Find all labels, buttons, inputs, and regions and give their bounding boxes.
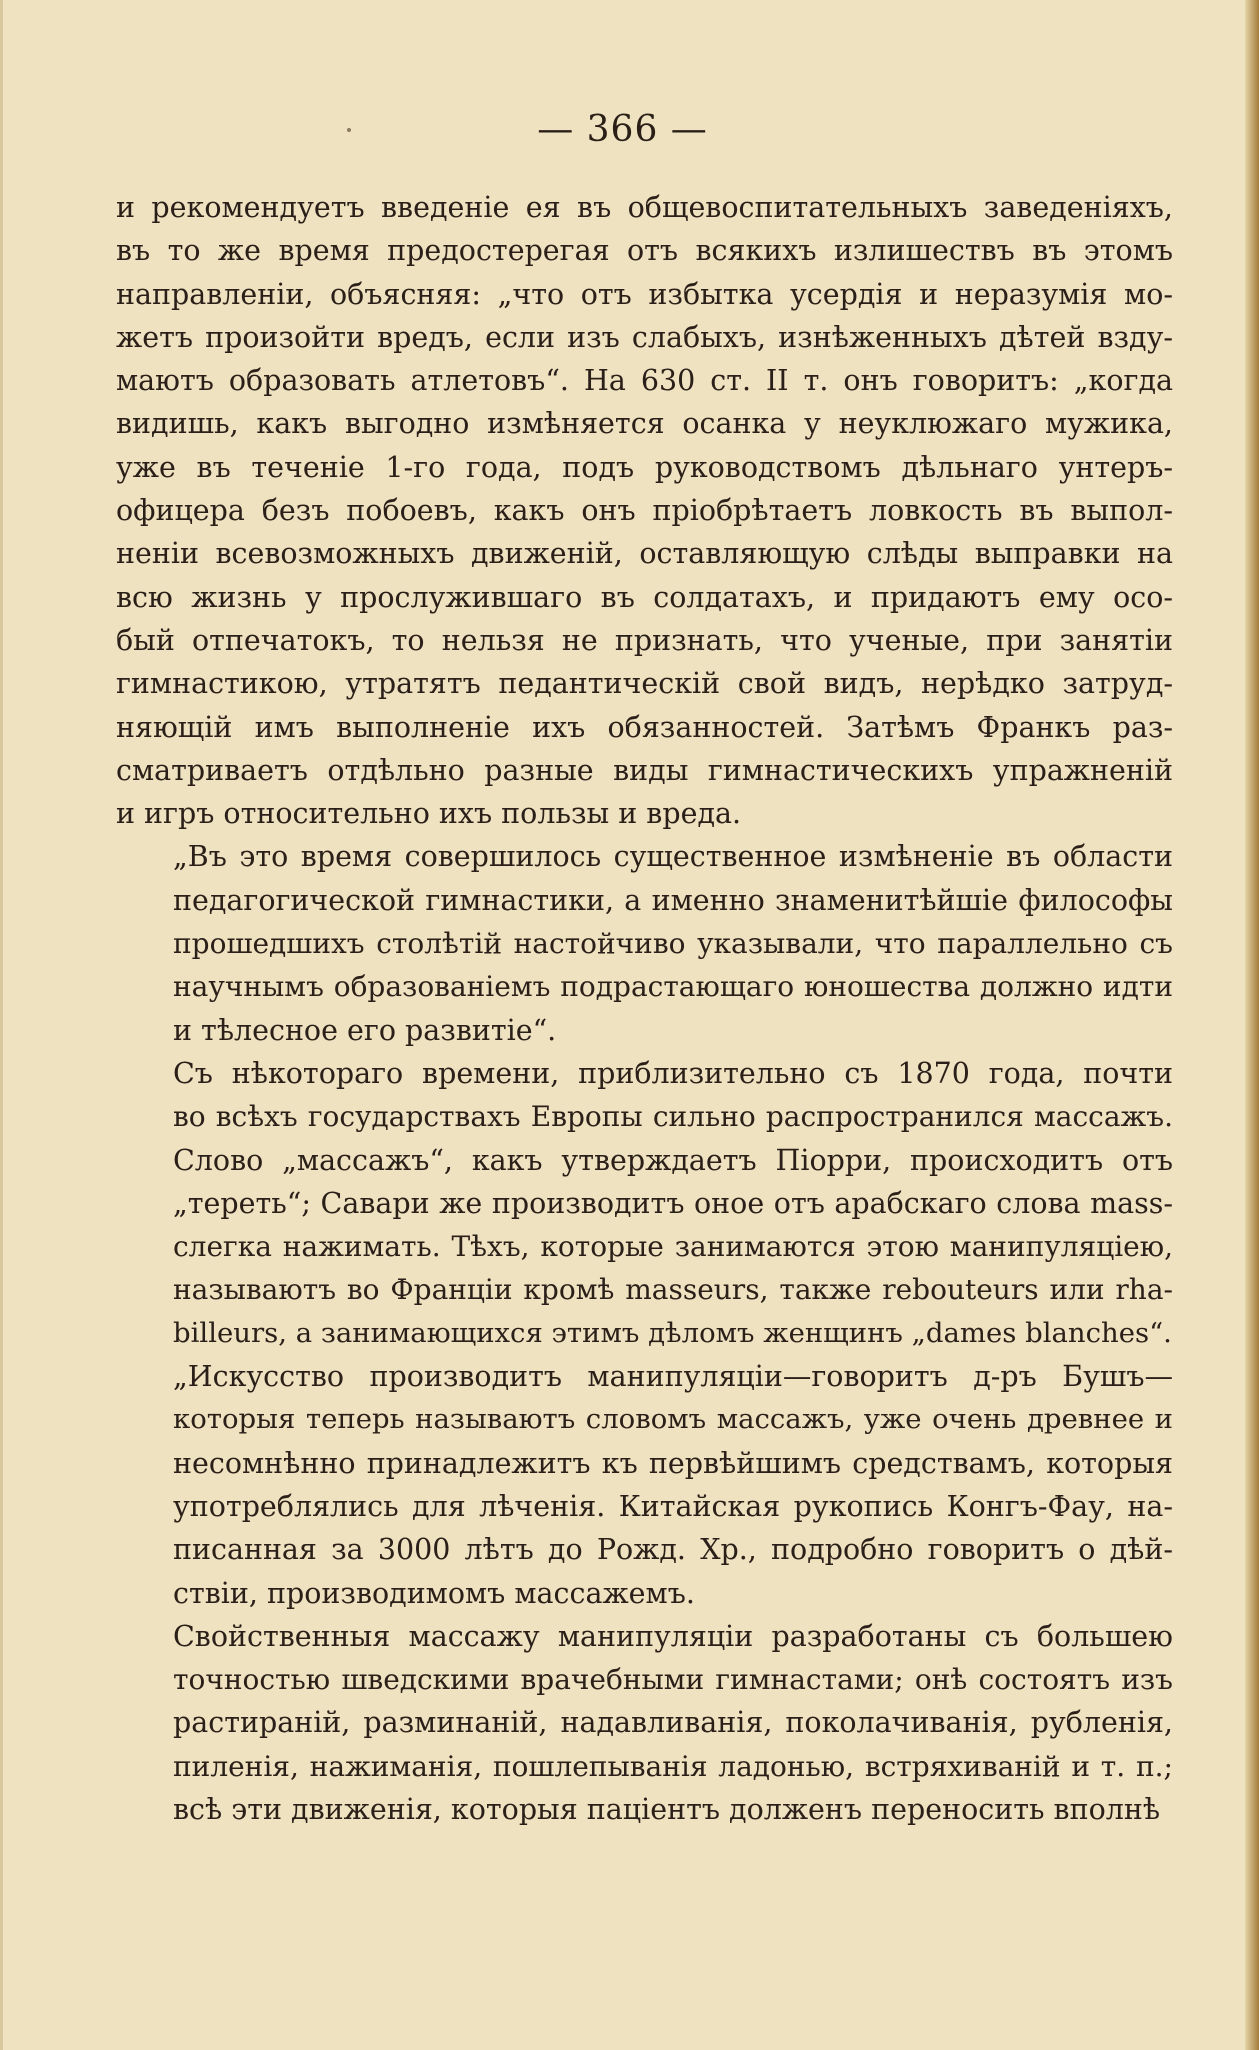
text-line: всѣ эти движенія, которыя паціентъ долженъ переносить вполнѣ: [173, 1792, 1161, 1826]
text-line: няющій имъ выполненіе ихъ обязанностей. Затѣмъ Франкъ раз-: [116, 710, 1173, 744]
text-line: офицера безъ побоевъ, какъ онъ пріобрѣтаетъ ловкость въ выпол-: [116, 494, 1173, 528]
text-line: употреблялись для лѣченія. Китайская рукопись Конгъ-Фау, на-: [173, 1489, 1173, 1523]
text-line: всю жизнь у прослужившаго въ солдатахъ, и придаютъ ему осо-: [116, 580, 1173, 614]
text-line: писанная за 3000 лѣтъ до Рожд. Хр., подробно говоритъ о дѣй-: [173, 1533, 1173, 1567]
text-line: которыя теперь называютъ словомъ массажъ, уже очень древнее и: [173, 1403, 1173, 1436]
text-line: Свойственныя массажу манипуляціи разработаны съ большею: [173, 1619, 1173, 1653]
page-body-text: [116, 186, 1173, 1831]
paragraph: [116, 1052, 1173, 1355]
text-line: и тѣлесное его развитіе“.: [173, 1013, 557, 1047]
paragraph: [116, 1355, 1173, 1615]
text-line: неніи всевозможныхъ движеній, оставляющую слѣды выправки на: [116, 537, 1173, 571]
text-line: видишь, какъ выгодно измѣняется осанка у неуклюжаго мужика,: [116, 407, 1173, 441]
text-line: направленіи, объясняя: „что отъ избытка усердія и неразумія мо-: [116, 277, 1173, 311]
text-line: billeurs, а занимающихся этимъ дѣломъ женщинъ „dames blanches“.: [173, 1316, 1172, 1349]
page-left-edge: [0, 0, 3, 2050]
text-line: слегка нажимать. Тѣхъ, которые занимаются этою манипуляціею,: [173, 1230, 1173, 1264]
text-line: гимнастикою, утратятъ педантическій свой видъ, нерѣдко затруд-: [116, 667, 1173, 701]
paragraph: [116, 1615, 1173, 1831]
text-line: уже въ теченіе 1-го года, подъ руководствомъ дѣльнаго унтеръ-: [116, 450, 1173, 484]
text-line: сматриваетъ отдѣльно разные виды гимнастическихъ упражненій: [116, 753, 1173, 787]
paragraph: [116, 835, 1173, 1051]
text-line: „Искусство производитъ манипуляціи—говоритъ д-ръ Бушъ—: [173, 1360, 1173, 1394]
text-line: жетъ произойти вредъ, если изъ слабыхъ, изнѣженныхъ дѣтей взду-: [116, 320, 1173, 354]
text-line: Съ нѣкотораго времени, приблизительно съ 1870 года, почти: [173, 1056, 1173, 1090]
text-line: „Въ это время совершилось существенное измѣненіе въ области: [173, 840, 1173, 874]
page-number: — 366 —: [537, 109, 708, 150]
text-line: и игръ относительно ихъ пользы и вреда.: [116, 797, 742, 831]
text-line: бый отпечатокъ, то нельзя не признать, что ученые, при занятіи: [116, 623, 1173, 657]
text-line: научнымъ образованіемъ подрастающаго юношества должно идти: [173, 970, 1173, 1004]
text-line: маютъ образовать атлетовъ“. На 630 ст. II т. онъ говоритъ: „когда: [116, 364, 1173, 398]
paragraph: [116, 186, 1173, 835]
text-line: растираній, разминаній, надавливанія, поколачиванія, рубленія,: [173, 1706, 1173, 1740]
text-line: „тереть“; Савари же производитъ оное отъ арабскаго слова mass-: [173, 1186, 1173, 1220]
text-line: педагогической гимнастики, а именно знаменитѣйшіе философы: [173, 883, 1173, 917]
text-line: ствіи, производимомъ массажемъ.: [173, 1576, 695, 1610]
page-right-edge: [1245, 0, 1259, 2050]
text-line: называютъ во Франціи кромѣ masseurs, также rebouteurs или rha-: [173, 1273, 1173, 1307]
text-line: Слово „массажъ“, какъ утверждаетъ Піорри, происходитъ отъ: [173, 1143, 1173, 1177]
text-line: прошедшихъ столѣтій настойчиво указывали, что параллельно съ: [173, 927, 1173, 961]
text-line: во всѣхъ государствахъ Европы сильно распространился массажъ.: [173, 1100, 1173, 1134]
text-line: пиленія, нажиманія, пошлепыванія ладонью, встряхиваній и т. п.;: [173, 1749, 1173, 1783]
text-line: несомнѣнно принадлежитъ къ первѣйшимъ средствамъ, которыя: [173, 1446, 1173, 1480]
text-line: въ то же время предостерегая отъ всякихъ излишествъ въ этомъ: [116, 234, 1173, 268]
text-line: точностью шведскими врачебными гимнастами; онѣ состоятъ изъ: [173, 1663, 1173, 1697]
text-line: и рекомендуетъ введеніе ея въ общевоспитательныхъ заведеніяхъ,: [116, 191, 1173, 224]
